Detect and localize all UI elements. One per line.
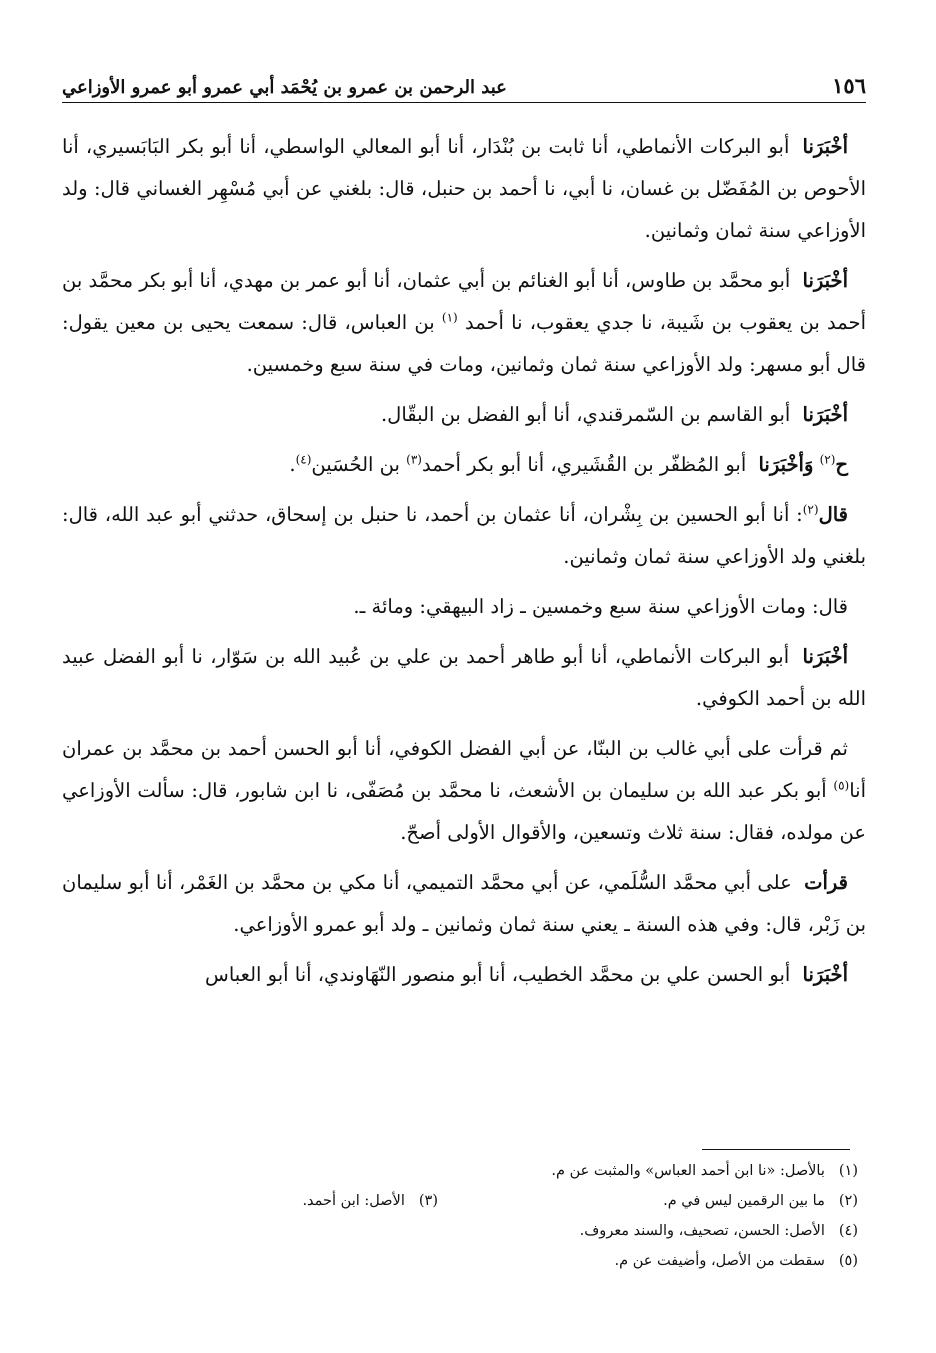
tahwil-mark: ح [835,453,848,476]
footnote-text: الأصل: الحسن، تصحيف، والسند معروف. [579,1223,825,1239]
footnote-ref[interactable]: (٤) [295,452,312,467]
footnote-text: ما بين الرقمين ليس في م. [663,1193,825,1209]
footnotes [62,1156,858,1276]
footnote-item [438,1186,858,1216]
footnote-ref[interactable]: (٢) [802,502,819,517]
paragraph-text: بن الحُسَين [311,453,400,476]
paragraph [62,126,866,252]
footnote-number: (٤) [838,1223,858,1239]
footnote-number: (٢) [838,1193,858,1209]
main-text [62,126,866,1004]
isnad-lead: قال [818,503,848,526]
paragraph-text: بن العباس، قال: سمعت يحيى بن معين يقول: قال أبو مسهر: ولد الأوزاعي سنة ثمان وثمانين، ومات في سنة سبع وخمسين. [62,311,866,376]
paragraph [62,586,866,628]
paragraph-text: أبو البركات الأنماطي، أنا أبو طاهر أحمد بن علي بن عُبيد الله بن سَوّار، نا أبو الفضل عبيد الله بن أحمد الكوفي. [62,645,866,710]
footnote-row [62,1186,858,1216]
footnote-ref[interactable]: (٥) [833,778,850,793]
footnote-ref[interactable]: (٢) [819,452,836,467]
paragraph [62,444,866,486]
isnad-lead: قرأت [804,871,848,894]
footnote-item [62,1246,858,1276]
paragraph [62,862,866,946]
paragraph-text: أبو البركات الأنماطي، أنا ثابت بن بُنْدَار، أنا أبو المعالي الواسطي، أنا أبو بكر البَابَسيري، أنا الأحوص بن المُفَضّل بن غسان، نا أبي، نا أحمد بن حنبل، قال: بلغني عن أبي مُسْهِر الغساني قال: ولد الأوزاعي سنة ثمان وثمانين. [62,135,866,242]
paragraph [62,728,866,854]
paragraph [62,636,866,720]
footnote-text: الأصل: ابن أحمد. [302,1193,405,1209]
footnote-text: سقطت من الأصل، وأضيفت عن م. [614,1253,825,1269]
footnote-divider [702,1149,850,1150]
paragraph-text: أبو بكر عبد الله بن سليمان بن الأشعث، نا محمَّد بن مُصَفّى، نا ابن شابور، قال: سألت الأوزاعي عن مولده، فقال: سنة ثلاث وتسعين، والأقوال الأولى أصحّ. [62,779,866,844]
footnote-item [62,1216,858,1246]
footnote-number: (١) [838,1163,858,1179]
paragraph-text: ثم قرأت على أبي غالب بن البنّا، عن أبي الفضل الكوفي، أنا أبو الحسن أحمد بن محمَّد بن عمران أنا [62,737,866,802]
paragraph [62,954,866,996]
isnad-lead: أخْبَرَنا [802,403,848,426]
paragraph-text: قال: ومات الأوزاعي سنة سبع وخمسين ـ زاد البيهقي: ومائة ـ. [353,595,848,618]
footnote-ref[interactable]: (٣) [406,452,422,467]
paragraph [62,394,866,436]
footnote-item [302,1186,438,1216]
paragraph-text: أبو الحسن علي بن محمَّد الخطيب، أنا أبو منصور النّهَاوندي، أنا أبو العباس [205,963,791,986]
footnote-number: (٣) [418,1193,438,1209]
paragraph-text: . [289,453,296,476]
footnote-item [62,1156,858,1186]
page-number: ١٥٦ [832,73,866,98]
page-header [62,64,866,103]
paragraph-text: على أبي محمَّد السُّلَمي، عن أبي محمَّد التميمي، أنا مكي بن محمَّد بن الغَمْر، أنا أبو سليمان بن زَبْر، قال: وفي هذه السنة ـ يعني سنة ثمان وثمانين ـ ولد أبو عمرو الأوزاعي. [62,871,866,936]
isnad-lead: أخْبَرَنا [802,963,848,986]
paragraph [62,260,866,386]
paragraph-text: : أنا أبو الحسين بن بِشْران، أنا عثمان بن أحمد، نا حنبل بن إسحاق، حدثني أبو عبد الله، قال: بلغني ولد الأوزاعي سنة ثمان وثمانين. [62,503,866,568]
footnote-ref[interactable]: (١) [441,310,458,325]
isnad-lead: أخْبَرَنا [802,645,848,668]
paragraph [62,494,866,578]
footnote-text: بالأصل: «نا ابن أحمد العباس» والمثبت عن م. [551,1163,825,1179]
paragraph-text: أبو القاسم بن السّمرقندي، أنا أبو الفضل بن البقّال. [380,403,791,426]
isnad-lead: أخْبَرَنا [802,135,848,158]
footnote-number: (٥) [838,1253,858,1269]
running-title: عبد الرحمن بن عمرو بن يُحْمَد أبي عمرو أبو عمرو الأوزاعي [62,77,507,98]
isnad-lead: وَأخْبَرَنا [758,453,814,476]
paragraph-text: أبو محمَّد بن طاوس، أنا أبو الغنائم بن أبي عثمان، أنا أبو عمر بن مهدي، أنا أبو بكر محمَّد بن أحمد بن يعقوب بن شَيبة، نا جدي يعقوب، نا أحمد [62,269,867,334]
paragraph-text: أبو المُظفّر بن القُشَيري، أنا أبو بكر أحمد [421,453,747,476]
isnad-lead: أخْبَرَنا [802,269,848,292]
